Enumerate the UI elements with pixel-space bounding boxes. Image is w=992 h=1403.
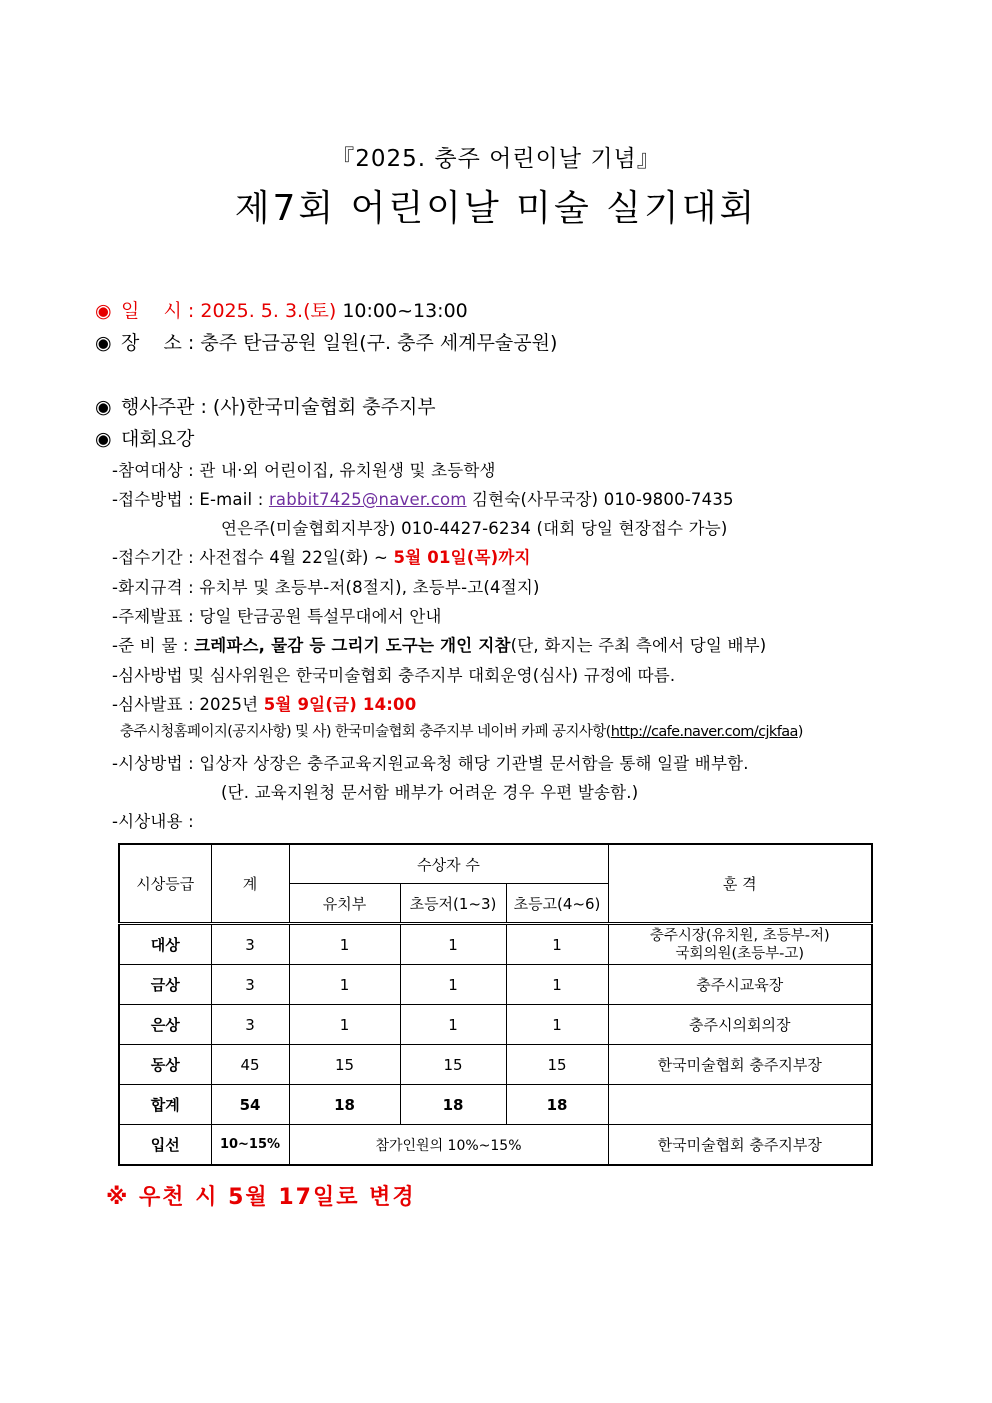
honor-line-1: 충주시장(유치원, 초등부-저) [649, 927, 830, 944]
kinder-cell: 15 [289, 1045, 400, 1085]
grade-cell: 금상 [119, 965, 211, 1005]
announce-where: 충주시청홈페이지(공지사항) 및 사) 한국미술협회 충주지부 네이버 카페 공지사항( [120, 724, 611, 740]
prep-label: -준 비 물 : [112, 636, 195, 655]
bullet-icon: ◉ [95, 428, 112, 450]
lower-cell: 18 [400, 1085, 506, 1125]
grade-cell: 대상 [119, 924, 211, 965]
judging-line: -심사방법 및 심사위원은 한국미술협회 충주지부 대회운영(심사) 규정에 따름. [112, 666, 676, 685]
bullet-icon: ◉ [95, 300, 112, 322]
prize-table [118, 843, 873, 1166]
time-value: 10:00~13:00 [342, 300, 468, 322]
reception-contact: 김현숙(사무국장) 010-9800-7435 [466, 490, 734, 509]
grade-cell: 합계 [119, 1085, 211, 1125]
table-row-entry [119, 1125, 872, 1166]
topic-line: -주제발표 : 당일 탄금공원 특설무대에서 안내 [112, 607, 442, 626]
upper-cell: 1 [506, 924, 608, 965]
award-method-line-2: (단. 교육지원청 문서함 배부가 어려운 경우 우편 발송함.) [221, 783, 639, 802]
paper-line: -화지규격 : 유치부 및 초등부-저(8절지), 초등부-고(4절지) [112, 578, 540, 597]
honor-cell: 한국미술협회 충주지부장 [608, 1125, 872, 1166]
header-total: 계 [211, 844, 289, 924]
date-line [95, 296, 468, 323]
upper-cell: 18 [506, 1085, 608, 1125]
lower-cell: 15 [400, 1045, 506, 1085]
event-subtitle: 『2025. 충주 어린이날 기념』 [331, 146, 661, 172]
total-cell: 3 [211, 1005, 289, 1045]
header-grade: 시상등급 [119, 844, 211, 924]
lower-cell: 1 [400, 1005, 506, 1045]
prep-bold: 크레파스, 물감 등 그리기 도구는 개인 지참 [194, 636, 511, 655]
header-lower: 초등저(1~3) [400, 884, 506, 924]
total-cell: 3 [211, 924, 289, 965]
honor-cell: 충주시교육장 [608, 965, 872, 1005]
upper-cell: 1 [506, 1005, 608, 1045]
announce-where-line [120, 720, 803, 741]
page-title: 제7회 어린이날 미술 실기대회 [234, 188, 758, 229]
announce-close: ) [797, 724, 803, 740]
kinder-cell: 1 [289, 1005, 400, 1045]
outline-heading-label: 대회요강 [121, 428, 195, 450]
bullet-icon: ◉ [95, 396, 112, 418]
table-row-sum [119, 1085, 872, 1125]
header-winners: 수상자 수 [289, 844, 608, 884]
honor-line-2: 국회의원(초등부-고) [675, 945, 805, 962]
header-honor: 훈 격 [608, 844, 872, 924]
email-link[interactable]: rabbit7425@naver.com [268, 490, 467, 509]
kinder-cell: 1 [289, 924, 400, 965]
announce-line [112, 691, 416, 715]
period-label: -접수기간 : 사전접수 4월 22일(화) ~ [112, 548, 394, 567]
award-method-line: -시상방법 : 입상자 상장은 충주교육지원교육청 해당 기관별 문서함을 통해 일괄 배부함. [112, 754, 749, 773]
table-row [119, 1005, 872, 1045]
reception-label: -접수방법 : E-mail : [112, 490, 269, 509]
table-row [119, 924, 872, 965]
place-line [95, 328, 557, 355]
grade-cell: 은상 [119, 1005, 211, 1045]
lower-cell: 1 [400, 924, 506, 965]
header-upper: 초등고(4~6) [506, 884, 608, 924]
upper-cell: 15 [506, 1045, 608, 1085]
bullet-icon: ◉ [95, 332, 112, 354]
total-cell: 54 [211, 1085, 289, 1125]
date-value: 2025. 5. 3.(토) [200, 300, 337, 322]
period-line [112, 544, 531, 568]
grade-cell: 동상 [119, 1045, 211, 1085]
kinder-cell: 1 [289, 965, 400, 1005]
place-value: 충주 탄금공원 일원(구. 충주 세계무술공원) [200, 332, 558, 354]
table-row [119, 965, 872, 1005]
participants-line: -참여대상 : 관 내·외 어린이집, 유치원생 및 초등학생 [112, 461, 496, 480]
rain-notice: ※ 우천 시 5월 17일로 변경 [106, 1185, 416, 1210]
grade-cell: 입선 [119, 1125, 211, 1166]
date-label: 일 시 : [121, 300, 195, 322]
reception-contact-2: 연은주(미술협회지부장) 010-4427-6234 (대회 당일 현장접수 가능) [221, 519, 728, 538]
honor-cell [608, 924, 872, 965]
host-value: (사)한국미술협회 충주지부 [212, 396, 436, 418]
honor-cell [608, 1085, 872, 1125]
kinder-cell: 18 [289, 1085, 400, 1125]
preparation-line [112, 632, 766, 656]
host-label: 행사주관 : [121, 396, 207, 418]
prep-rest: (단, 화지는 주최 측에서 당일 배부) [510, 636, 767, 655]
upper-cell: 1 [506, 965, 608, 1005]
host-line [95, 392, 436, 419]
cafe-link[interactable]: http://cafe.naver.com/cjkfaa [610, 724, 798, 740]
announce-label: -심사발표 : 2025년 [112, 695, 264, 714]
total-cell: 3 [211, 965, 289, 1005]
announce-date: 5월 9일(금) 14:00 [263, 695, 417, 714]
reception-line [112, 486, 734, 510]
table-row [119, 1045, 872, 1085]
lower-cell: 1 [400, 965, 506, 1005]
honor-cell: 충주시의회의장 [608, 1005, 872, 1045]
share-cell: 참가인원의 10%~15% [289, 1125, 608, 1166]
honor-cell: 한국미술협회 충주지부장 [608, 1045, 872, 1085]
award-content-line: -시상내용 : [112, 812, 194, 831]
outline-heading [95, 424, 194, 451]
total-cell: 45 [211, 1045, 289, 1085]
period-deadline: 5월 01일(목)까지 [393, 548, 531, 567]
total-cell: 10~15% [211, 1125, 289, 1166]
place-label: 장 소 : [121, 332, 195, 354]
header-kinder: 유치부 [289, 884, 400, 924]
